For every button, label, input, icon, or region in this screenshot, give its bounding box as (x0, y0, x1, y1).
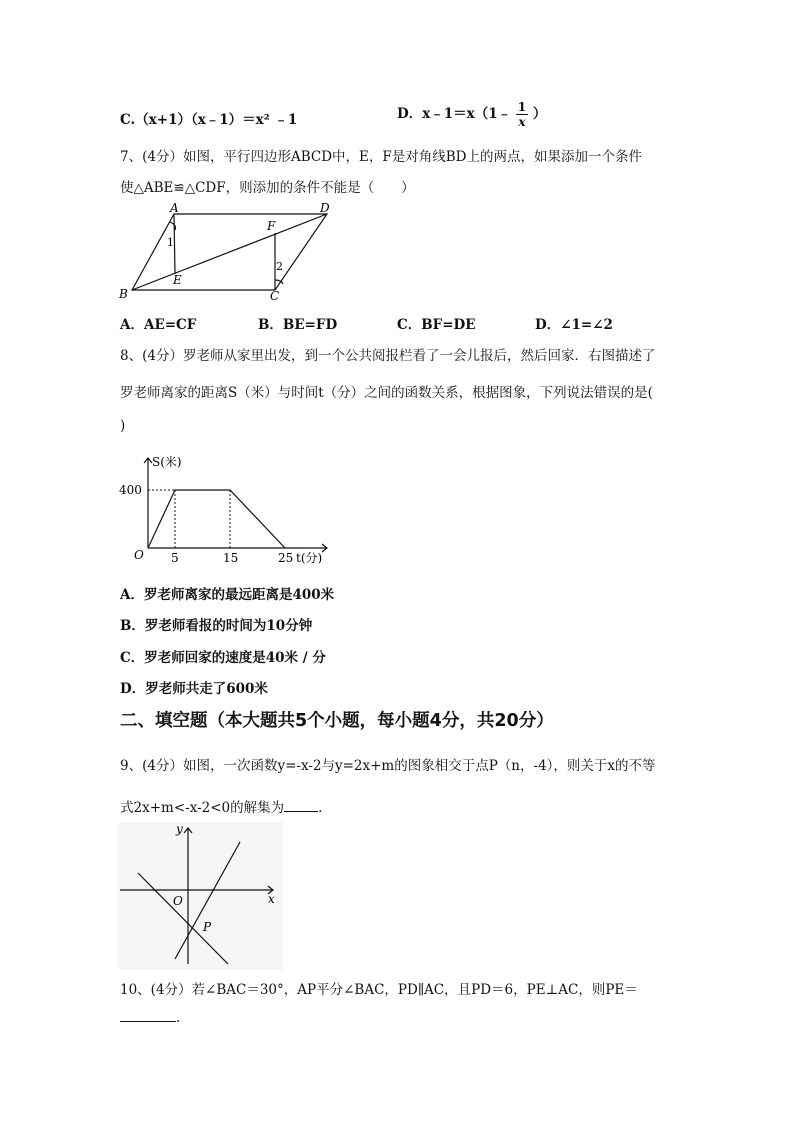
label-a: A (170, 201, 179, 215)
origin-label: O (173, 894, 183, 908)
q6-option-d-prefix: D．x﹣1＝x（1﹣ (397, 106, 512, 122)
q8-text-line1: 8、(4分）罗老师从家里出发，到一个公共阅报栏看了一会儿报后，然后回家．右图描述了 (120, 348, 656, 364)
q8-option-d: D．罗老师共走了600米 (120, 681, 268, 697)
diagonal-bd (132, 214, 327, 290)
segment-ae (174, 214, 175, 274)
x-tick-15: 15 (223, 551, 239, 565)
fraction-denominator: x (518, 115, 526, 129)
graph-polyline (148, 490, 285, 548)
s-axis-label: S(米) (152, 455, 182, 469)
q9-linear-functions-figure (118, 822, 283, 970)
q7-parallelogram-figure (115, 200, 345, 305)
q8-option-b: B．罗老师看报的时间为10分钟 (120, 618, 313, 634)
label-angle-1: 1 (167, 236, 174, 249)
figure-background (118, 822, 283, 970)
x-tick-5: 5 (171, 551, 179, 565)
q6-option-d-fraction (516, 100, 528, 129)
q7-option-b: B．BE=FD (258, 317, 338, 333)
q9-text-line2-suffix: . (318, 800, 323, 816)
q9-answer-blank (284, 811, 318, 812)
q6-option-d-suffix: ） (532, 106, 547, 122)
origin-label: O (134, 548, 144, 562)
q8-option-a: A．罗老师离家的最远距离是400米 (120, 587, 335, 603)
y-tick-400: 400 (119, 483, 142, 497)
q10-text-line2-suffix: . (176, 1010, 181, 1026)
q7-text-line1: 7、(4分）如图，平行四边形ABCD中，E，F是对角线BD上的两点，如果添加一个条件 (120, 149, 642, 165)
q8-text-line3: ) (120, 418, 126, 434)
section-heading: 二、填空题（本大题共5个小题，每小题4分，共20分） (120, 711, 554, 731)
q7-option-a: A．AE=CF (120, 317, 197, 333)
label-f: F (267, 219, 276, 233)
q10-text-line2 (120, 1010, 180, 1026)
y-axis-label: y (176, 822, 183, 836)
label-c: C (270, 289, 280, 303)
q8-option-c: C．罗老师回家的速度是40米 / 分 (120, 650, 326, 666)
q6-option-c: C.（x+1）（x﹣1）＝x² ﹣1 (120, 112, 298, 128)
label-e: E (173, 273, 182, 287)
q6-option-d (397, 100, 546, 129)
point-p-label: P (203, 920, 212, 934)
q9-text-line2-prefix: 式2x+m<-x-2<0的解集为 (120, 800, 285, 816)
label-angle-2: 2 (276, 260, 283, 273)
q8-text-line2: 罗老师离家的距离S（米）与时间t（分）之间的函数关系，根据图象，下列说法错误的是( (120, 385, 653, 401)
label-b: B (119, 287, 128, 301)
q8-distance-time-graph (115, 452, 340, 570)
q7-text-line2: 使△ABE≌△CDF，则添加的条件不能是（ ） (120, 180, 415, 196)
x-axis-label: x (268, 892, 275, 906)
label-d: D (320, 201, 330, 215)
q9-text-line1: 9、(4分）如图，一次函数y=-x-2与y=2x+m的图象相交于点P（n，-4），则关于x的不等 (120, 758, 656, 774)
fraction-numerator: 1 (517, 100, 527, 114)
t-axis-label: t(分) (296, 551, 323, 565)
q7-option-c: C．BF=DE (397, 317, 476, 333)
q10-answer-blank (120, 1021, 176, 1022)
q10-text-line1: 10、(4分）若∠BAC＝30°，AP平分∠BAC，PD∥AC，且PD＝6，PE⊥AC，则PE＝ (120, 982, 638, 998)
q9-text-line2 (120, 796, 322, 816)
x-tick-25: 25 (278, 551, 294, 565)
q7-option-d: D．∠1=∠2 (535, 317, 613, 333)
